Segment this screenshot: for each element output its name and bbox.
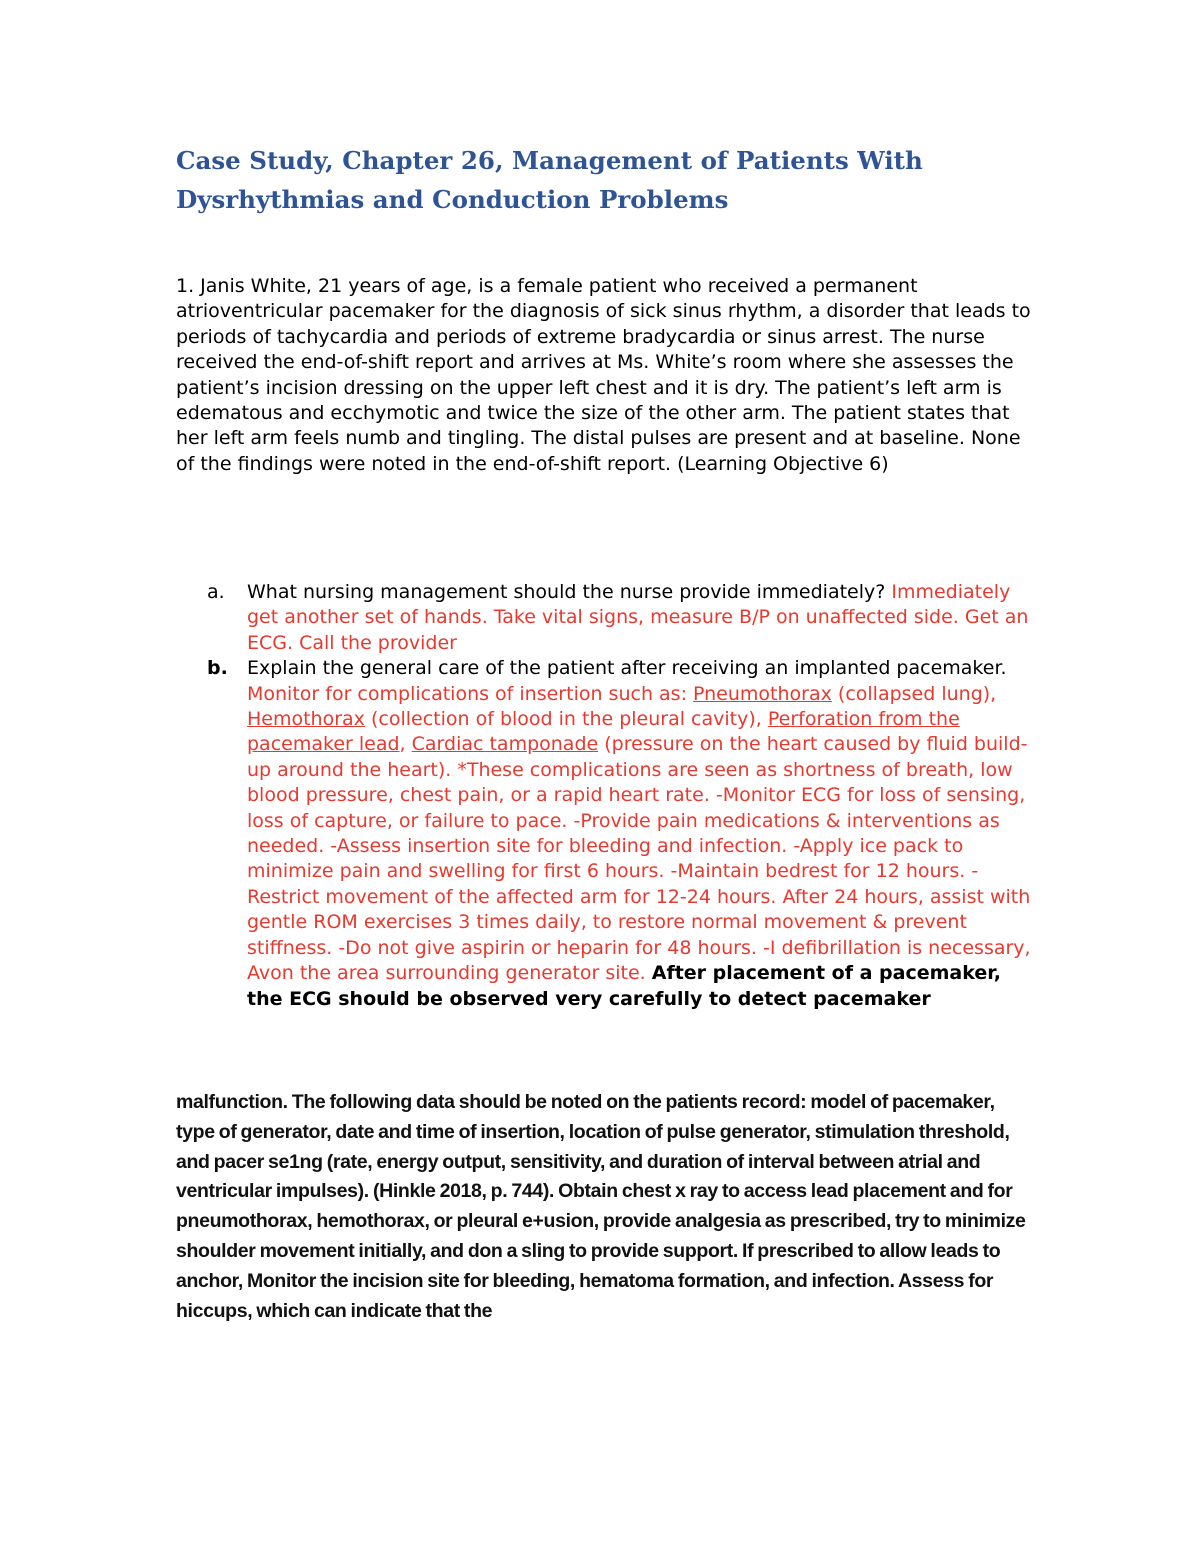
question-list (207, 580, 1037, 1012)
question-a-item (207, 580, 1037, 656)
term-pneumothorax: Pneumothorax (693, 682, 832, 705)
question-b-answer-lead: Monitor for complications of insertion such as: (247, 682, 687, 705)
question-b-answer-rest: (pressure on the heart caused by fluid build-up around the heart). *These complications are seen as shortness of breath, low blood pressure, chest pain, or a rapid heart rate. -Monitor ECG for loss of sensing, loss of capture, or failure to pace. -Provide pain medications & interventions as needed. -Assess insertion site for bleeding and infection. -Apply ice pack to minimize pain and swelling for first 6 hours. -Maintain bedrest for 12 hours. -Restrict movement of the affected arm for 12-24 hours. After 24 hours, assist with gentle ROM exercises 3 times daily, to restore normal movement & prevent stiffness. -Do not give aspirin or heparin for 48 hours. -I defibrillation is necessary, Avon the area surrounding generator site. (247, 733, 1031, 985)
question-b-marker: b. (207, 657, 228, 680)
continuation-paragraph: malfunction. The following data should be noted on the patients record: model of pacemaker, type of generator, date and time of insertion, location of pulse generator, stimulation threshold, and pacer se1ng (rate, energy output, sensitivity, and duration of interval between atrial and ventricular impulses). (Hinkle 2018, p. 744). Obtain chest x ray to access lead placement and for pneumothorax, hemothorax, or pleural e+usion, provide analgesia as prescribed, try to minimize shoulder movement initially, and don a sling to provide support. If prescribed to allow leads to anchor, Monitor the incision site for bleeding, hematoma formation, and infection. Assess for hiccups, which can indicate that the (176, 1091, 1026, 1322)
term-perforation: Perforation from the pacemaker lead (247, 708, 960, 756)
term-hemothorax: Hemothorax (247, 708, 365, 731)
separator-comma: , (399, 733, 412, 756)
question-b-item (207, 656, 1037, 1012)
desc-pneumothorax: (collapsed lung), (831, 682, 997, 705)
question-b-text: Explain the general care of the patient after receiving an implanted pacemaker. (247, 657, 1007, 680)
case-intro-paragraph: 1. Janis White, 21 years of age, is a female patient who received a permanent atrioventricular pacemaker for the diagnosis of sick sinus rhythm, a disorder that leads to periods of tachycardia and periods of extreme bradycardia or sinus arrest. The nurse received the end-of-shift report and arrives at Ms. White’s room where she assesses the patient’s incision dressing on the upper left chest and it is dry. The patient’s left arm is edematous and ecchymotic and twice the size of the other arm. The patient states that her left arm feels numb and tingling. The distal pulses are present and at baseline. None of the findings were noted in the end-of-shift report. (Learning Objective 6) (176, 275, 1031, 475)
document-title: Case Study, Chapter 26, Management of Patients With Dysrhythmias and Conduction Problems (176, 146, 923, 214)
term-cardiac-tamponade: Cardiac tamponade (411, 733, 599, 756)
desc-hemothorax: (collection of blood in the pleural cavity), (364, 708, 768, 731)
question-a-marker: a. (207, 581, 225, 603)
question-a-text: What nursing management should the nurse provide immediately? (247, 581, 886, 603)
question-b-bold-tail: After placement of a pacemaker, the ECG should be observed very carefully to detect pacemaker (247, 962, 1002, 1010)
question-a-answer: Immediately get another set of hands. Take vital signs, measure B/P on unaffected side. Get an ECG. Call the provider (247, 581, 1029, 654)
